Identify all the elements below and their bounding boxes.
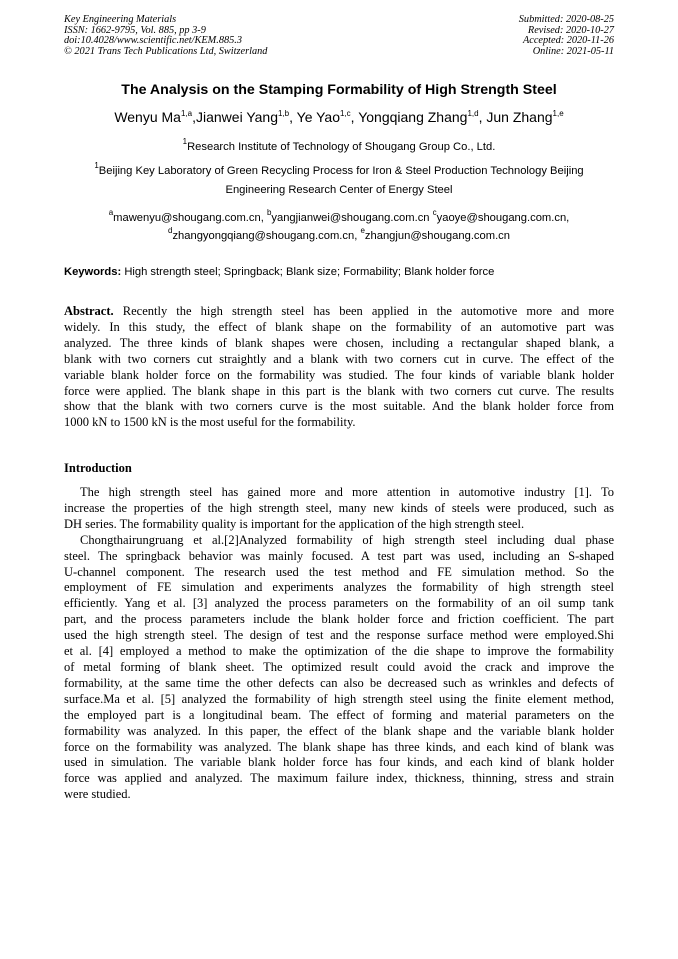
intro-line: were studied. [64,787,131,802]
journal-header [64,15,614,57]
abstract-line: 1000 kN to 1500 kN is the most useful for the formability. [64,415,356,430]
date-revised: Revised: 2020-10-27 [527,24,614,36]
abstract-line: show that the blank with two corners curve is the most suitable. And the blank holder force from [64,399,614,414]
author-affil-mark: 1,b [277,109,290,118]
keywords-label: Keywords: [64,266,122,278]
journal-doi: doi:10.4028/www.scientific.net/KEM.885.3 [64,35,242,47]
intro-line: force on the formability was analyzed. The blank shape has three kinds, and each kind of blank was [64,739,614,754]
author-name: Ye Yao [296,109,340,125]
author-affil-mark: 1,e [552,109,564,118]
affiliation-2 [64,162,614,200]
email-address: mawenyu@shougang.com.cn, [113,212,264,224]
intro-line: efficiently. Yang et al. [3] analyzed the process parameters on the formability of an oil sump tank [64,596,614,611]
author-affil-mark: 1,d [467,109,479,118]
intro-line: The high strength steel has gained more and more attention in automotive industry [1]. To [80,485,614,499]
intro-line: U-channel component. The research used the test method and FE simulation method. So the [64,564,614,579]
affiliation-mark: 1 [94,161,99,170]
abstract-label: Abstract. [64,304,114,318]
email-address: yaoye@shougang.com.cn, [436,212,570,224]
abstract-line: blank with two corners cut straightly and a blank with two corners cut in curve. The effect of the [64,351,614,366]
intro-line: et al. [4] employed a method to make the optimization of the die shape to improve the formability [64,644,614,659]
affiliation-text: Beijing Key Laboratory of Green Recycling Process for Iron & Steel Production Technology Beijing Engineering Research Center of Energy Steel [98,165,584,196]
intro-line: used in simulation. The variable blank holder force has four kinds, and each kind of blank holder [64,755,614,770]
intro-line: steel. The springback behavior was mainly focused. A test part was used, including an S-shaped [64,548,614,563]
intro-line: formability, at the same time the other defects can also be decreased such as wrinkles and defects of [64,675,614,690]
journal-info [64,15,267,57]
author-affil-mark: 1,a [180,109,193,118]
intro-line: force was applied and analyzed. The maximum failure index, thickness, thinning, stress and strain [64,771,614,786]
date-accepted: Accepted: 2020-11-26 [522,35,614,47]
email-mark: e [360,226,365,235]
affiliation-mark: 1 [182,137,188,146]
email-list [64,209,614,245]
intro-line: of metal forming of blank sheet. The optimized result could avoid the crack and improve the [64,659,614,674]
affiliation-1 [64,138,614,157]
email-address: yangjianwei@shougang.com.cn [271,212,430,224]
email-mark: a [108,208,114,217]
intro-line: DH series. The formability quality is important for the application of the high strength steel. [64,516,525,531]
author-list: Wenyu Ma$^{1,a}$,Jianwei Yang$^{1,b}$, Ye Yao$^{1,c}$, Yongqiang Zhang$^{1,d}$, Jun Zhang$^{1,e}$ [114,109,564,125]
intro-line: increase the properties of the high strength steel, many new kinds of steels were produced, such as [64,500,614,515]
email-mark: d [167,226,173,235]
keywords [64,266,614,278]
abstract-line: widely. In this study, the effect of blank shape on the formability of an automotive part was [64,319,614,334]
abstract [64,304,614,431]
date-submitted: Submitted: 2020-08-25 [518,14,614,25]
abstract-line: force were applied. The blank shape in this part is the blank with two corners cut curve. The results [64,383,614,398]
intro-line: part, and the process parameters include the blank holder force and friction coefficient. The part [64,612,614,627]
intro-line: employment of FE simulation and experiments analyzes the formability of high strength steel [64,580,614,595]
intro-line: formability was analyzed. In this paper, the effect of the blank shape and the variable blank holder [64,723,614,738]
introduction-body [64,485,614,803]
journal-issn: ISSN: 1662-9795, Vol. 885, pp 3-9 [64,24,206,36]
abstract-line: analyzed. The three kinds of blank shapes were chosen, including a rectangular shaped blank, a [64,335,614,350]
email-address: zhangjun@shougang.com.cn [364,230,510,242]
abstract-line: Abstract. Recently the high strength steel has been applied in the automotive more and more [64,304,615,318]
author-name: Jianwei Yang [196,109,278,125]
abstract-line: variable blank holder force on the formability was studied. The four kinds of variable blank holder [64,367,614,382]
author-affil-mark: 1,c [340,109,351,118]
intro-line: surface.Ma et al. [5] analyzed the formability of high strength steel using the finite element method, [64,691,614,706]
publication-dates [519,15,614,57]
journal-copyright: © 2021 Trans Tech Publications Ltd, Switzerland [64,45,268,57]
email-mark: b [266,208,272,217]
intro-line: Chongthairungruang et al.[2]Analyzed formability of high strength steel including dual phase [80,532,614,547]
author-name: Yongqiang Zhang [358,109,468,125]
author-name: Jun Zhang [486,109,553,125]
introduction-heading: Introduction [64,461,132,475]
author-name: Wenyu Ma [114,109,181,125]
journal-name: Key Engineering Materials [64,14,177,25]
keywords-text: High strength steel; Springback; Blank size; Formability; Blank holder force [124,266,495,278]
intro-line: the employed part is a longitudinal beam. The effect of forming and material parameters on the [64,707,614,722]
email-mark: c [432,208,437,217]
intro-line: used the high strength steel. The design of test and the response surface method were employed.Shi [64,628,614,643]
date-online: Online: 2021-05-11 [532,45,614,57]
email-address: zhangyongqiang@shougang.com.cn, [172,230,358,242]
paper-title: The Analysis on the Stamping Formability of High Strength Steel [121,82,557,98]
affiliation-text: Research Institute of Technology of Shougang Group Co., Ltd. [187,141,496,153]
